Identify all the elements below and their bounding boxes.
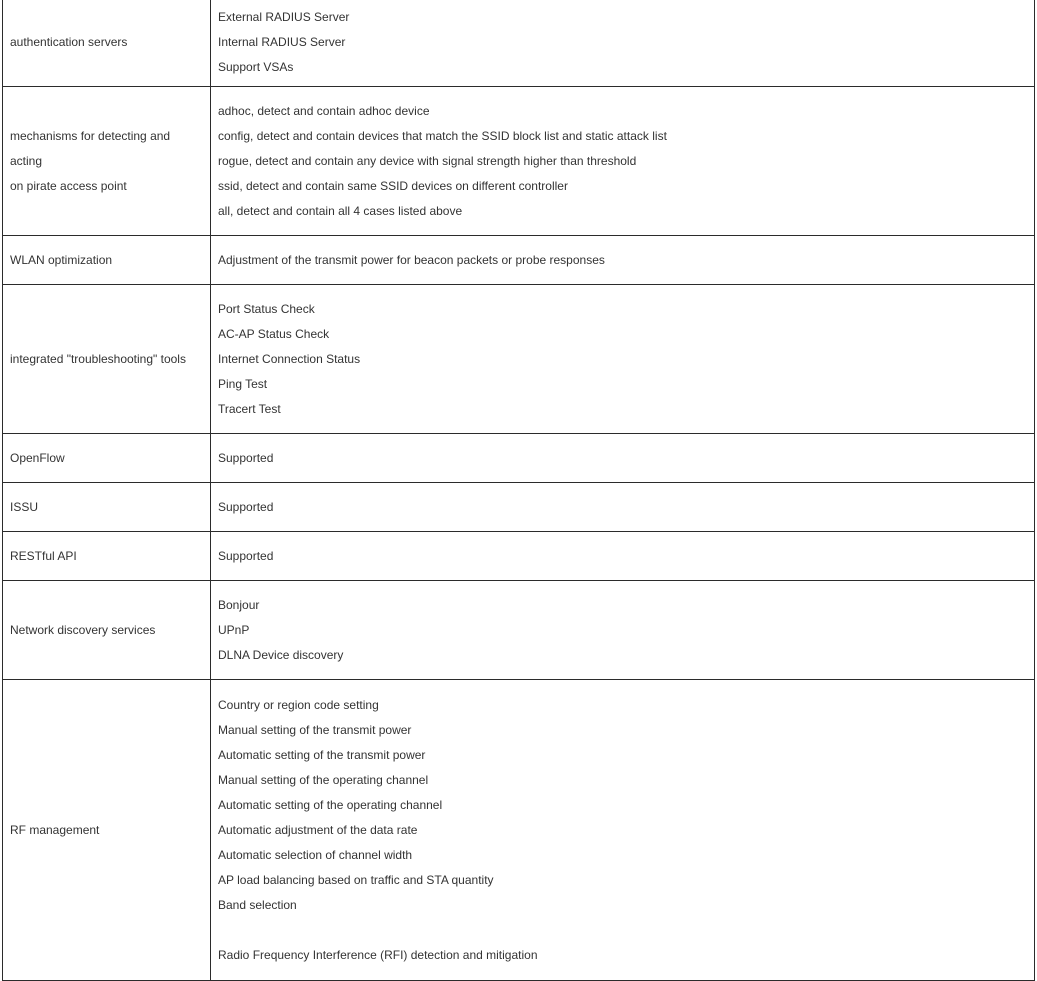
- value-line: Manual setting of the operating channel: [218, 772, 429, 787]
- value-line: Band selection: [218, 897, 297, 912]
- value-line: ssid, detect and contain same SSID devices on different controller: [218, 178, 568, 193]
- value-line: Supported: [218, 499, 274, 514]
- row-value: [211, 680, 1035, 981]
- table-row: [3, 581, 1035, 680]
- value-line: Automatic adjustment of the data rate: [218, 822, 418, 837]
- table-row: [3, 87, 1035, 236]
- table-row: [3, 532, 1035, 581]
- value-line: Automatic selection of channel width: [218, 847, 413, 862]
- table-row: [3, 434, 1035, 483]
- row-value: [211, 87, 1035, 236]
- row-label-text: RESTful API: [10, 548, 77, 563]
- value-line: config, detect and contain devices that match the SSID block list and static attack list: [218, 128, 667, 143]
- row-label-text: RF management: [10, 822, 100, 837]
- row-value: [211, 434, 1035, 483]
- value-line: Supported: [218, 548, 274, 563]
- value-line: adhoc, detect and contain adhoc device: [218, 103, 430, 118]
- row-label: [3, 581, 211, 680]
- value-line: Automatic setting of the transmit power: [218, 747, 426, 762]
- value-line: Internal RADIUS Server: [218, 35, 346, 49]
- value-line: Tracert Test: [218, 401, 281, 416]
- row-label: [3, 236, 211, 285]
- row-label-text: WLAN optimization: [10, 252, 113, 267]
- value-line: Manual setting of the transmit power: [218, 722, 412, 737]
- value-line: Bonjour: [218, 597, 260, 612]
- table-row: [3, 236, 1035, 285]
- row-value: [211, 532, 1035, 581]
- row-label: [3, 434, 211, 483]
- row-label-text: authentication servers: [10, 35, 128, 49]
- value-line: Port Status Check: [218, 301, 315, 316]
- row-label: [3, 532, 211, 581]
- row-label: [3, 0, 211, 87]
- value-line: Internet Connection Status: [218, 351, 361, 366]
- value-line: External RADIUS Server: [218, 10, 350, 24]
- value-line: Adjustment of the transmit power for beacon packets or probe responses: [218, 252, 605, 267]
- value-line: Supported: [218, 450, 274, 465]
- row-label-text: on pirate access point: [10, 178, 127, 193]
- table-row: [3, 483, 1035, 532]
- value-line: Automatic setting of the operating channel: [218, 797, 443, 812]
- row-label: [3, 483, 211, 532]
- blank-line: [218, 918, 1027, 943]
- value-line: Support VSAs: [218, 60, 294, 74]
- row-label: [3, 680, 211, 981]
- row-value: [211, 285, 1035, 434]
- value-line: rogue, detect and contain any device with signal strength higher than threshold: [218, 153, 637, 168]
- value-line: Country or region code setting: [218, 697, 379, 712]
- table-row: [3, 0, 1035, 87]
- spec-table: [2, 0, 1035, 981]
- value-line: AC-AP Status Check: [218, 326, 330, 341]
- value-line: all, detect and contain all 4 cases listed above: [218, 203, 463, 218]
- value-line: AP load balancing based on traffic and STA quantity: [218, 872, 494, 887]
- row-label-text: Network discovery services: [10, 622, 156, 637]
- value-line: Radio Frequency Interference (RFI) detection and mitigation: [218, 947, 538, 962]
- row-value: [211, 483, 1035, 532]
- value-line: DLNA Device discovery: [218, 647, 344, 662]
- row-value: [211, 0, 1035, 87]
- row-label: [3, 87, 211, 236]
- row-label-text: OpenFlow: [10, 450, 65, 465]
- value-line: UPnP: [218, 622, 250, 637]
- row-value: [211, 236, 1035, 285]
- row-label-text: integrated "troubleshooting" tools: [10, 351, 186, 366]
- table-row: [3, 285, 1035, 434]
- row-label-text: mechanisms for detecting and acting: [10, 128, 171, 168]
- table-row: [3, 680, 1035, 981]
- row-label: [3, 285, 211, 434]
- value-line: Ping Test: [218, 376, 268, 391]
- row-label-text: ISSU: [10, 499, 39, 514]
- row-value: [211, 581, 1035, 680]
